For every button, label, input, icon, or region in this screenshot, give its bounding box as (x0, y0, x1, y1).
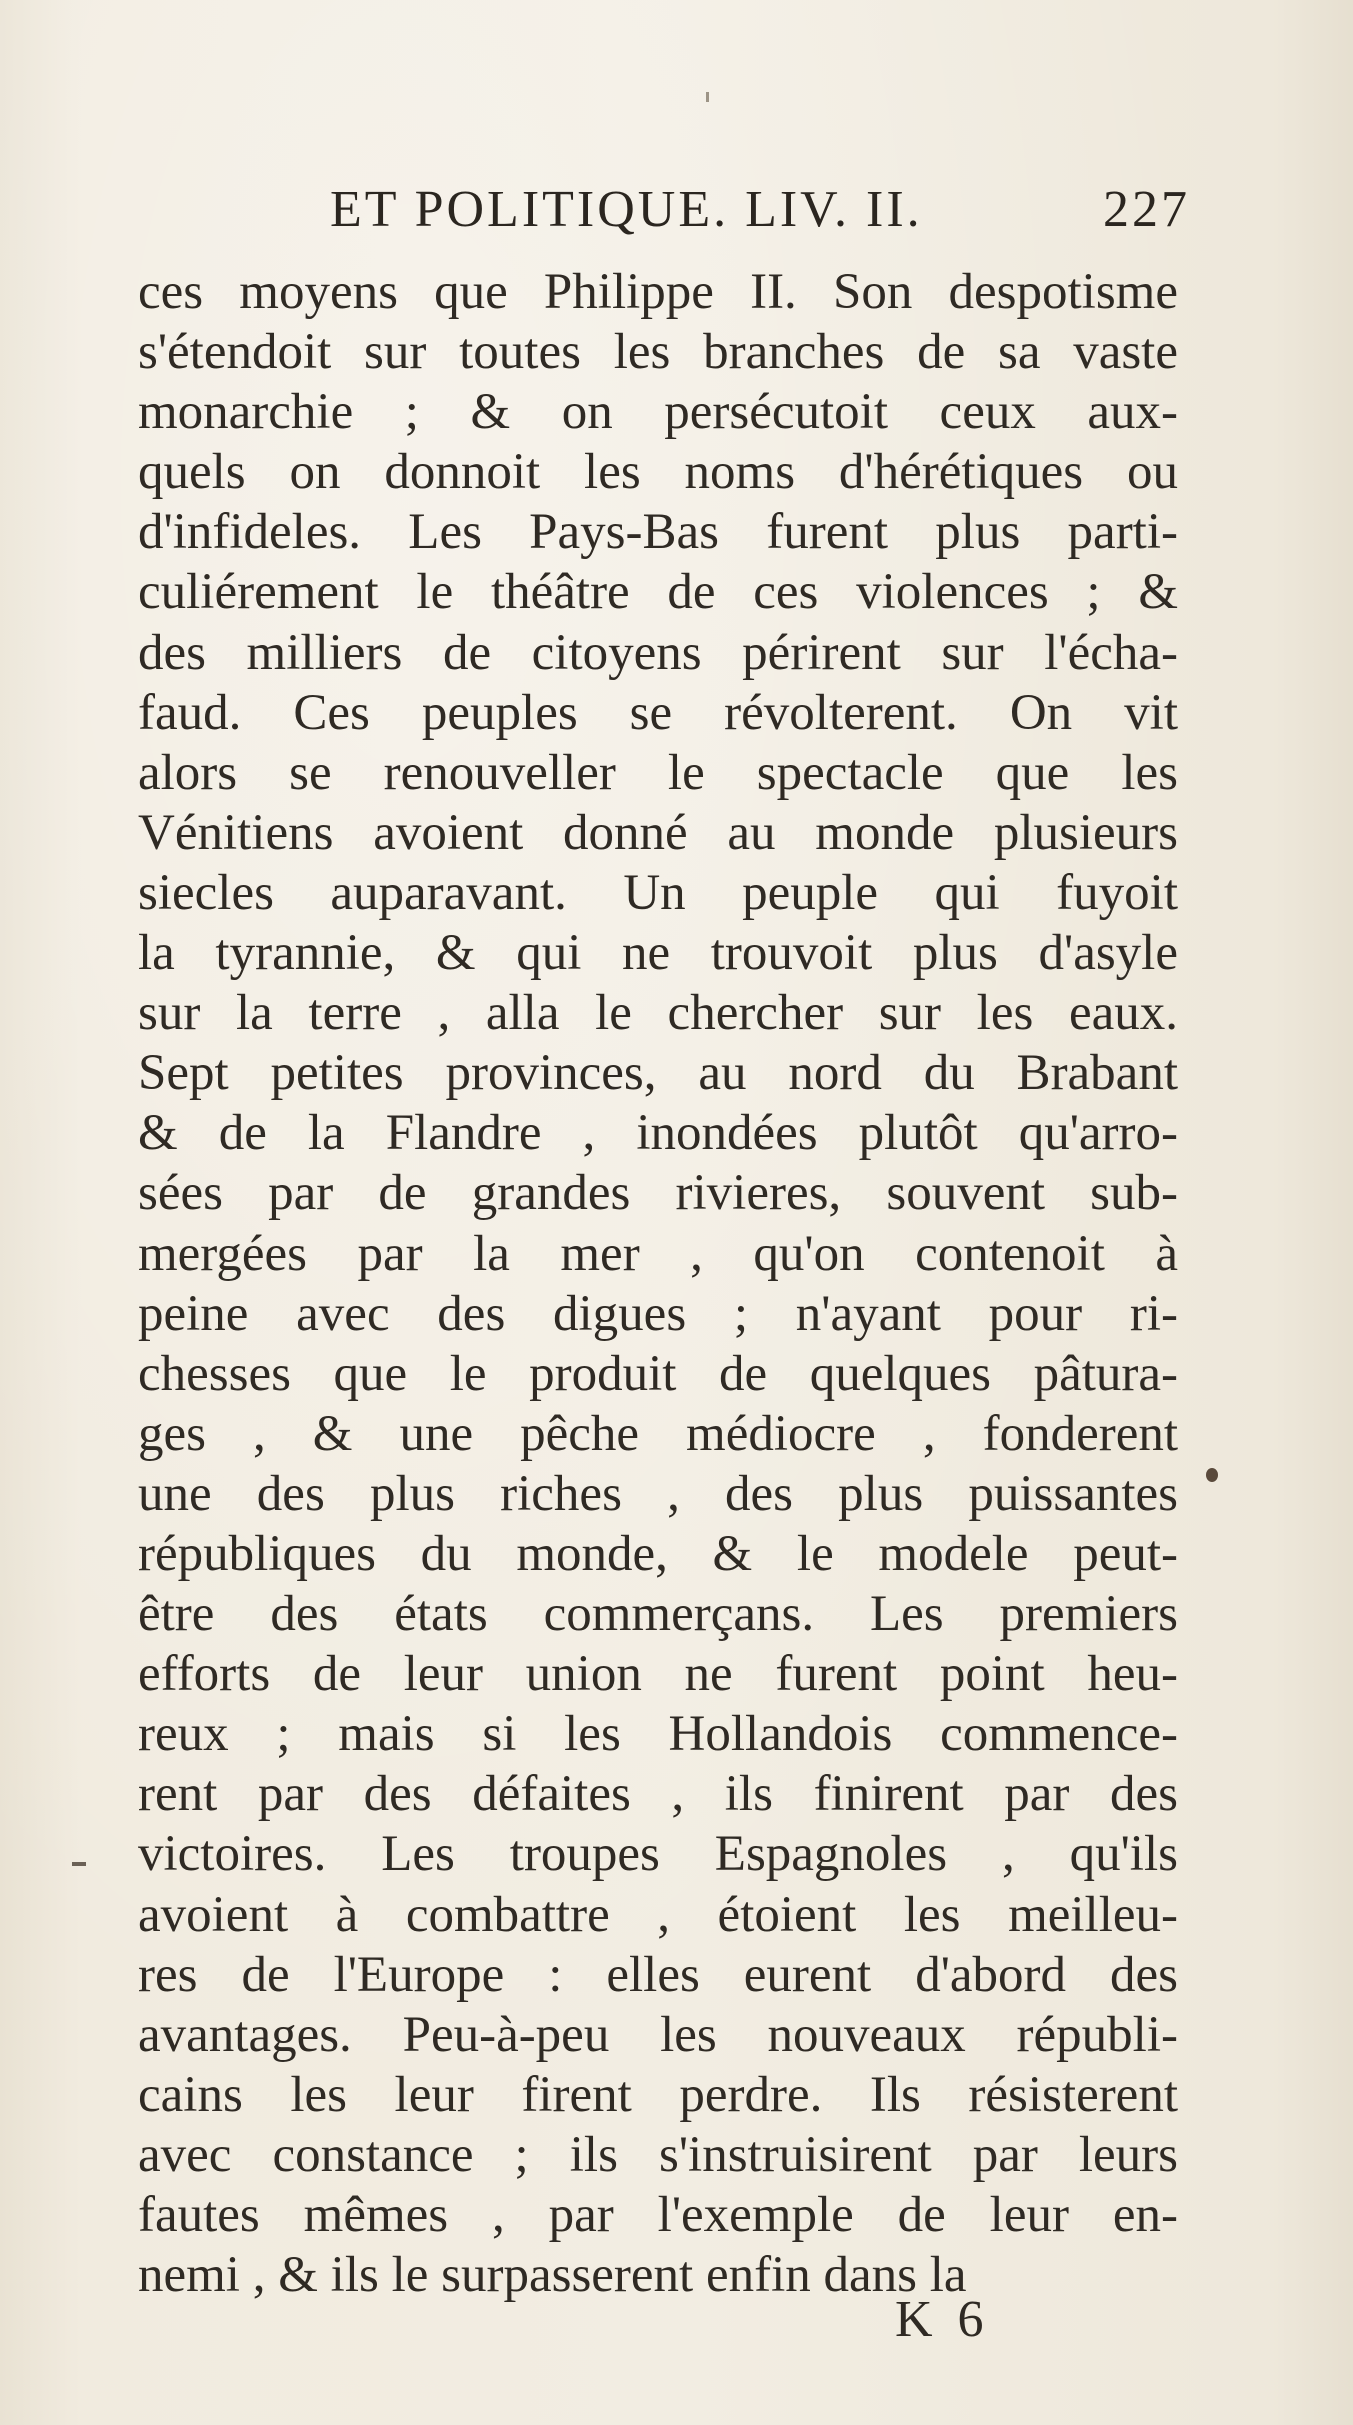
text-line: ges , & une pêche médiocre , fonderent (138, 1405, 1178, 1462)
text-line: siecles auparavant. Un peuple qui fuyoit (138, 864, 1178, 921)
text-line: avantages. Peu-à-peu les nouveaux républi- (138, 2006, 1178, 2063)
text-line: cains les leur firent perdre. Ils résisterent (138, 2066, 1178, 2123)
text-line: s'étendoit sur toutes les branches de sa vaste (138, 324, 1178, 381)
page-header (330, 180, 1190, 250)
text-line: mergées par la mer , qu'on contenoit à (138, 1225, 1178, 1282)
running-title: ET POLITIQUE. LIV. II. (330, 181, 923, 238)
margin-mark (72, 1862, 86, 1866)
text-line: avoient à combattre , étoient les meilleu- (138, 1886, 1178, 1943)
paper-mark (706, 92, 709, 102)
signature-mark: K 6 (895, 2291, 990, 2348)
text-line: efforts de leur union ne furent point heu- (138, 1646, 1178, 1703)
text-line: des milliers de citoyens périrent sur l'écha- (138, 624, 1178, 681)
body-text (138, 262, 1178, 2305)
text-line: chesses que le produit de quelques pâtura- (138, 1345, 1178, 1402)
text-line: être des états commerçans. Les premiers (138, 1586, 1178, 1643)
text-line: quels on donnoit les noms d'hérétiques ou (138, 444, 1178, 501)
text-line: victoires. Les troupes Espagnoles , qu'ils (138, 1826, 1178, 1883)
text-line: alors se renouveller le spectacle que les (138, 744, 1178, 801)
page-number: 227 (1103, 181, 1190, 238)
text-line: reux ; mais si les Hollandois commence- (138, 1706, 1178, 1763)
text-line: fautes mêmes , par l'exemple de leur en- (138, 2187, 1178, 2243)
text-line: faud. Ces peuples se révolterent. On vit (138, 684, 1178, 741)
text-line: peine avec des digues ; n'ayant pour ri- (138, 1285, 1178, 1342)
text-line: res de l'Europe : elles eurent d'abord des (138, 1946, 1178, 2003)
text-line: avec constance ; ils s'instruisirent par leurs (138, 2126, 1178, 2183)
text-line: & de la Flandre , inondées plutôt qu'arro- (138, 1105, 1178, 1162)
text-line: sées par de grandes rivieres, souvent sub- (138, 1165, 1178, 1222)
text-line: sur la terre , alla le chercher sur les eaux. (138, 985, 1178, 1042)
text-line: Sept petites provinces, au nord du Brabant (138, 1045, 1178, 1102)
text-line: rent par des défaites , ils finirent par des (138, 1766, 1178, 1823)
text-line: monarchie ; & on persécutoit ceux aux- (138, 384, 1178, 441)
text-line: culiérement le théâtre de ces violences ; & (138, 564, 1178, 621)
text-line: républiques du monde, & le modele peut- (138, 1525, 1178, 1582)
text-line: une des plus riches , des plus puissantes (138, 1465, 1178, 1522)
text-line: ces moyens que Philippe II. Son despotisme (138, 264, 1178, 320)
text-line: nemi , & ils le surpasserent enfin dans la (138, 2247, 967, 2304)
text-line: Vénitiens avoient donné au monde plusieurs (138, 804, 1178, 861)
text-line: d'infideles. Les Pays-Bas furent plus parti- (138, 504, 1178, 561)
text-line: la tyrannie, & qui ne trouvoit plus d'asyle (138, 925, 1178, 982)
ink-spot (1206, 1468, 1218, 1482)
